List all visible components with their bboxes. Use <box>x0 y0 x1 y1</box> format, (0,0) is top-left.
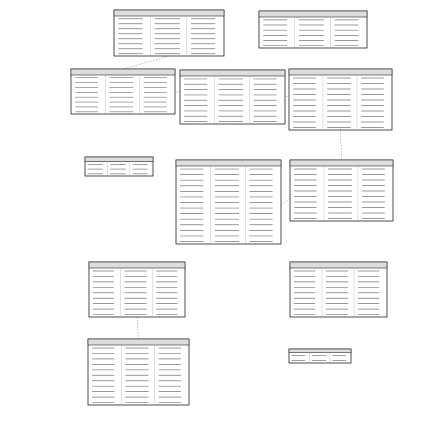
table-t4[interactable] <box>180 70 285 124</box>
table-box <box>88 339 189 405</box>
table-header <box>114 10 224 16</box>
table-t11[interactable] <box>88 339 189 405</box>
table-header <box>290 160 393 166</box>
table-header <box>180 70 285 76</box>
table-t9[interactable] <box>89 262 185 317</box>
table-header <box>71 69 175 75</box>
table-t8[interactable] <box>290 160 393 221</box>
table-t10[interactable] <box>290 262 387 317</box>
table-header <box>259 11 367 17</box>
relation-line <box>341 130 342 160</box>
table-t6[interactable] <box>85 157 153 176</box>
table-t1[interactable] <box>114 10 224 56</box>
table-t5[interactable] <box>289 69 392 130</box>
table-box <box>176 160 281 244</box>
relation-line <box>123 56 169 69</box>
table-header <box>88 339 189 345</box>
table-box <box>290 262 387 317</box>
table-header <box>290 262 387 268</box>
table-header <box>85 157 153 162</box>
table-header <box>176 160 281 166</box>
table-header <box>289 69 392 75</box>
table-header <box>89 262 185 268</box>
table-t3[interactable] <box>71 69 175 114</box>
relation-line <box>137 317 139 339</box>
table-t2[interactable] <box>259 11 367 48</box>
table-box <box>89 262 185 317</box>
table-t7[interactable] <box>176 160 281 244</box>
table-box <box>180 70 285 124</box>
table-header <box>289 349 351 353</box>
table-t12[interactable] <box>289 349 351 363</box>
